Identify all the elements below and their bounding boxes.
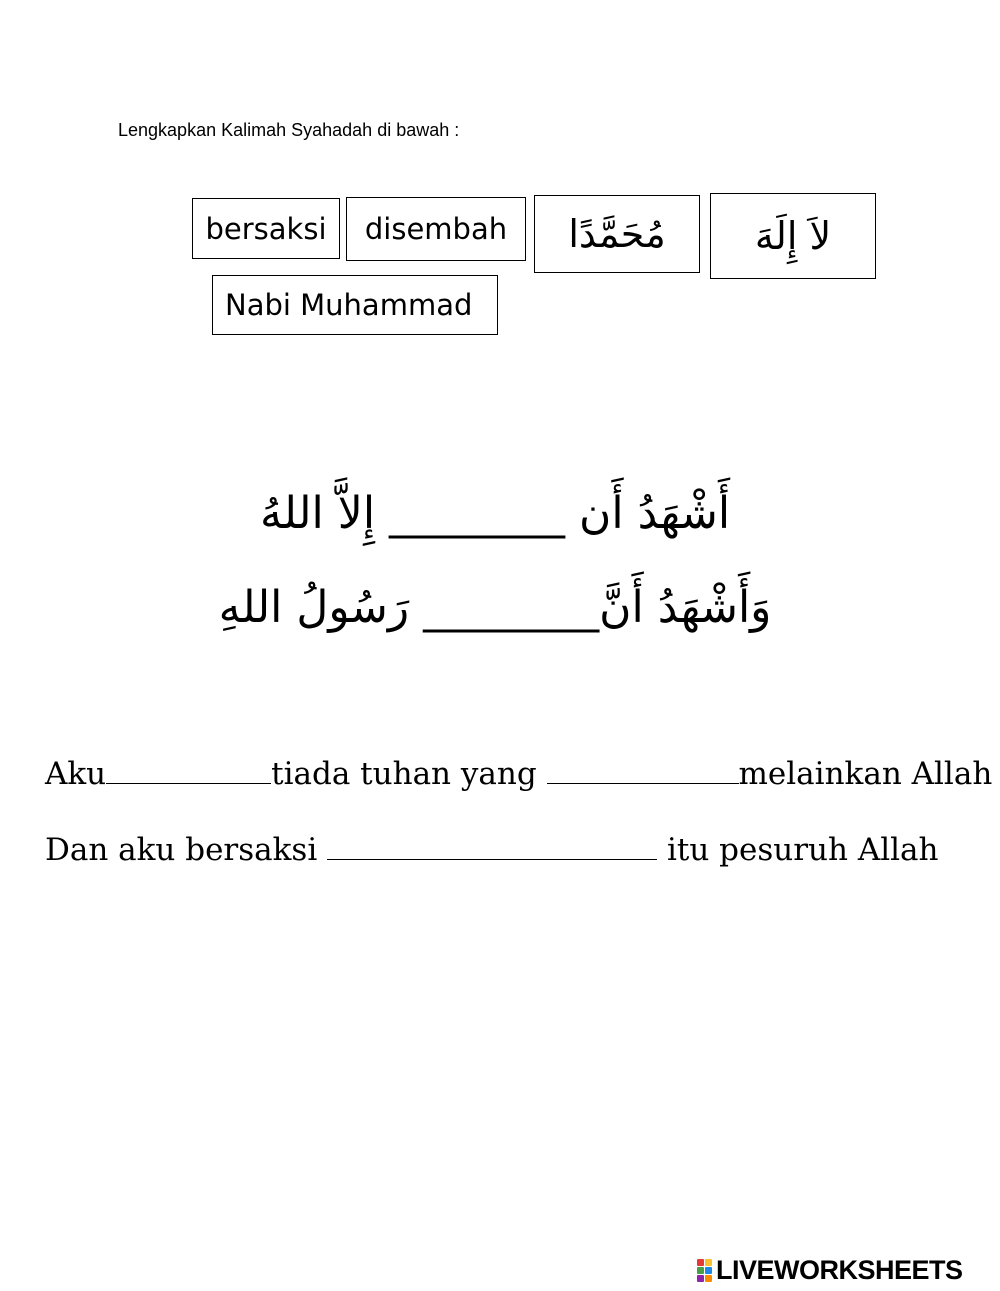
arabic-blank-1[interactable]: ________: [389, 488, 566, 539]
malay-line-2-part-2: itu pesuruh Allah: [666, 832, 939, 868]
logo-square: [697, 1275, 704, 1282]
liveworksheets-logo-text: LIVEWORKSHEETS: [716, 1254, 963, 1285]
word-box-laa-ilaaha[interactable]: لاَ إِلَهَ: [710, 193, 876, 279]
logo-square: [705, 1275, 712, 1282]
arabic-line-2-end: رَسُولُ اللهِ: [218, 582, 410, 633]
instruction-text: Lengkapkan Kalimah Syahadah di bawah :: [118, 120, 460, 140]
arabic-blank-2[interactable]: ________: [423, 582, 600, 633]
word-box-bersaksi[interactable]: bersaksi: [192, 198, 340, 259]
malay-line-1-part-2: tiada tuhan yang: [271, 756, 537, 792]
word-box-disembah[interactable]: disembah: [346, 197, 526, 261]
logo-square: [697, 1267, 704, 1274]
liveworksheets-logo-icon: [697, 1259, 712, 1282]
arabic-shahada-line-1: [150, 488, 840, 539]
malay-blank-2[interactable]: [547, 752, 739, 784]
arabic-line-1-end: إِلاَّ اللهُ: [259, 488, 376, 539]
arabic-line-2-start: وَأَشْهَدُ أَنَّ: [599, 582, 772, 633]
malay-translation-line-1: [45, 752, 992, 792]
malay-blank-1[interactable]: [106, 752, 271, 784]
logo-square: [705, 1259, 712, 1266]
arabic-line-1-start: أَشْهَدُ أَن: [579, 488, 731, 539]
word-box-nabi-muhammad[interactable]: Nabi Muhammad: [212, 275, 498, 335]
malay-translation-line-2: [45, 828, 939, 868]
word-box-muhammadan[interactable]: مُحَمَّدًا: [534, 195, 700, 273]
logo-square: [697, 1259, 704, 1266]
malay-line-2-part-1: Dan aku bersaksi: [45, 832, 318, 868]
liveworksheets-logo: [697, 1255, 963, 1285]
malay-blank-3[interactable]: [327, 828, 657, 860]
logo-square: [705, 1267, 712, 1274]
malay-line-1-part-1: Aku: [45, 756, 107, 792]
arabic-shahada-line-2: [150, 582, 840, 633]
malay-line-1-part-3: melainkan Allah: [738, 756, 993, 792]
